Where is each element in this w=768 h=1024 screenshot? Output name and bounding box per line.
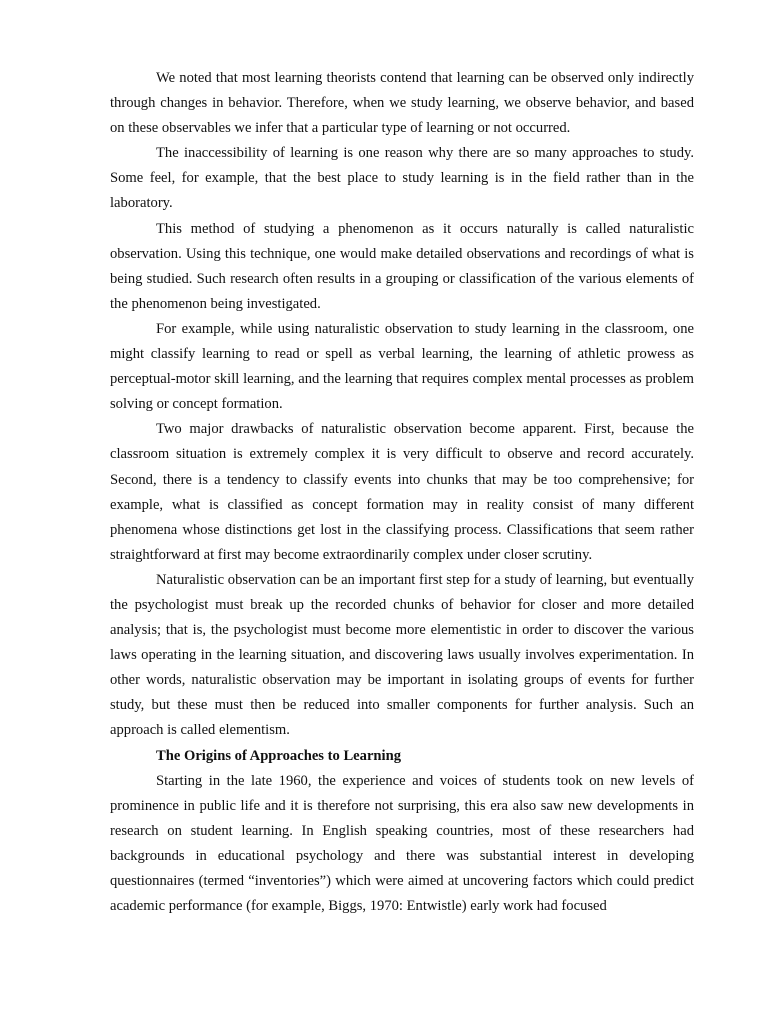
paragraph-7: Starting in the late 1960, the experience and voices of students took on new levels of prominence in public life and it is therefore not surprising, this era also saw new developments in research on student learning. In English speaking countries, most of these researchers had backgrounds in educational psychology and there was substantial interest in developing questionnaires (termed “inventories”) which were aimed at uncovering factors which could predict academic performance (for example, Biggs, 1970: Entwistle) early work had focused [110, 772, 694, 915]
document-page [110, 66, 694, 919]
paragraph-5: Two major drawbacks of naturalistic observation become apparent. First, because the classroom situation is extremely complex it is very difficult to observe and record accurately. Second, there is a tendency to classify events into chunks that may be too comprehensive; for example, what is classified as concept formation may in reality consist of many different phenomena whose distinctions get lost in the classifying process. Classifications that seem rather straightforward at first may become extraordinarily complex under closer scrutiny. [110, 421, 694, 563]
paragraph-2: The inaccessibility of learning is one reason why there are so many approaches to study. Some feel, for example, that the best place to study learning is in the field rather than in the laboratory. [110, 145, 694, 212]
section-heading: The Origins of Approaches to Learning [156, 747, 402, 764]
paragraph-3: This method of studying a phenomenon as it occurs naturally is called naturalistic observation. Using this technique, one would make detailed observations and recordings of what is being studied. Such research often results in a grouping or classification of the various elements of the phenomenon being investigated. [110, 220, 694, 312]
paragraph-1: We noted that most learning theorists contend that learning can be observed only indirectly through changes in behavior. Therefore, when we study learning, we observe behavior, and based on these observables we infer that a particular type of learning or not occurred. [110, 70, 694, 137]
paragraph-4: For example, while using naturalistic observation to study learning in the classroom, one might classify learning to read or spell as verbal learning, the learning of athletic prowess as perceptual-motor skill learning, and the learning that requires complex mental processes as problem solving or concept formation. [110, 320, 694, 413]
paragraph-6: Naturalistic observation can be an important first step for a study of learning, but eventually the psychologist must break up the recorded chunks of behavior for closer and more detailed analysis; that is, the psychologist must become more elementistic in order to discover the various laws operating in the learning situation, and discovering laws usually involves experimentation. In other words, naturalistic observation may be important in isolating groups of events for further study, but these must then be reduced into smaller components for further analysis. Such an approach is called elementism. [110, 571, 694, 739]
